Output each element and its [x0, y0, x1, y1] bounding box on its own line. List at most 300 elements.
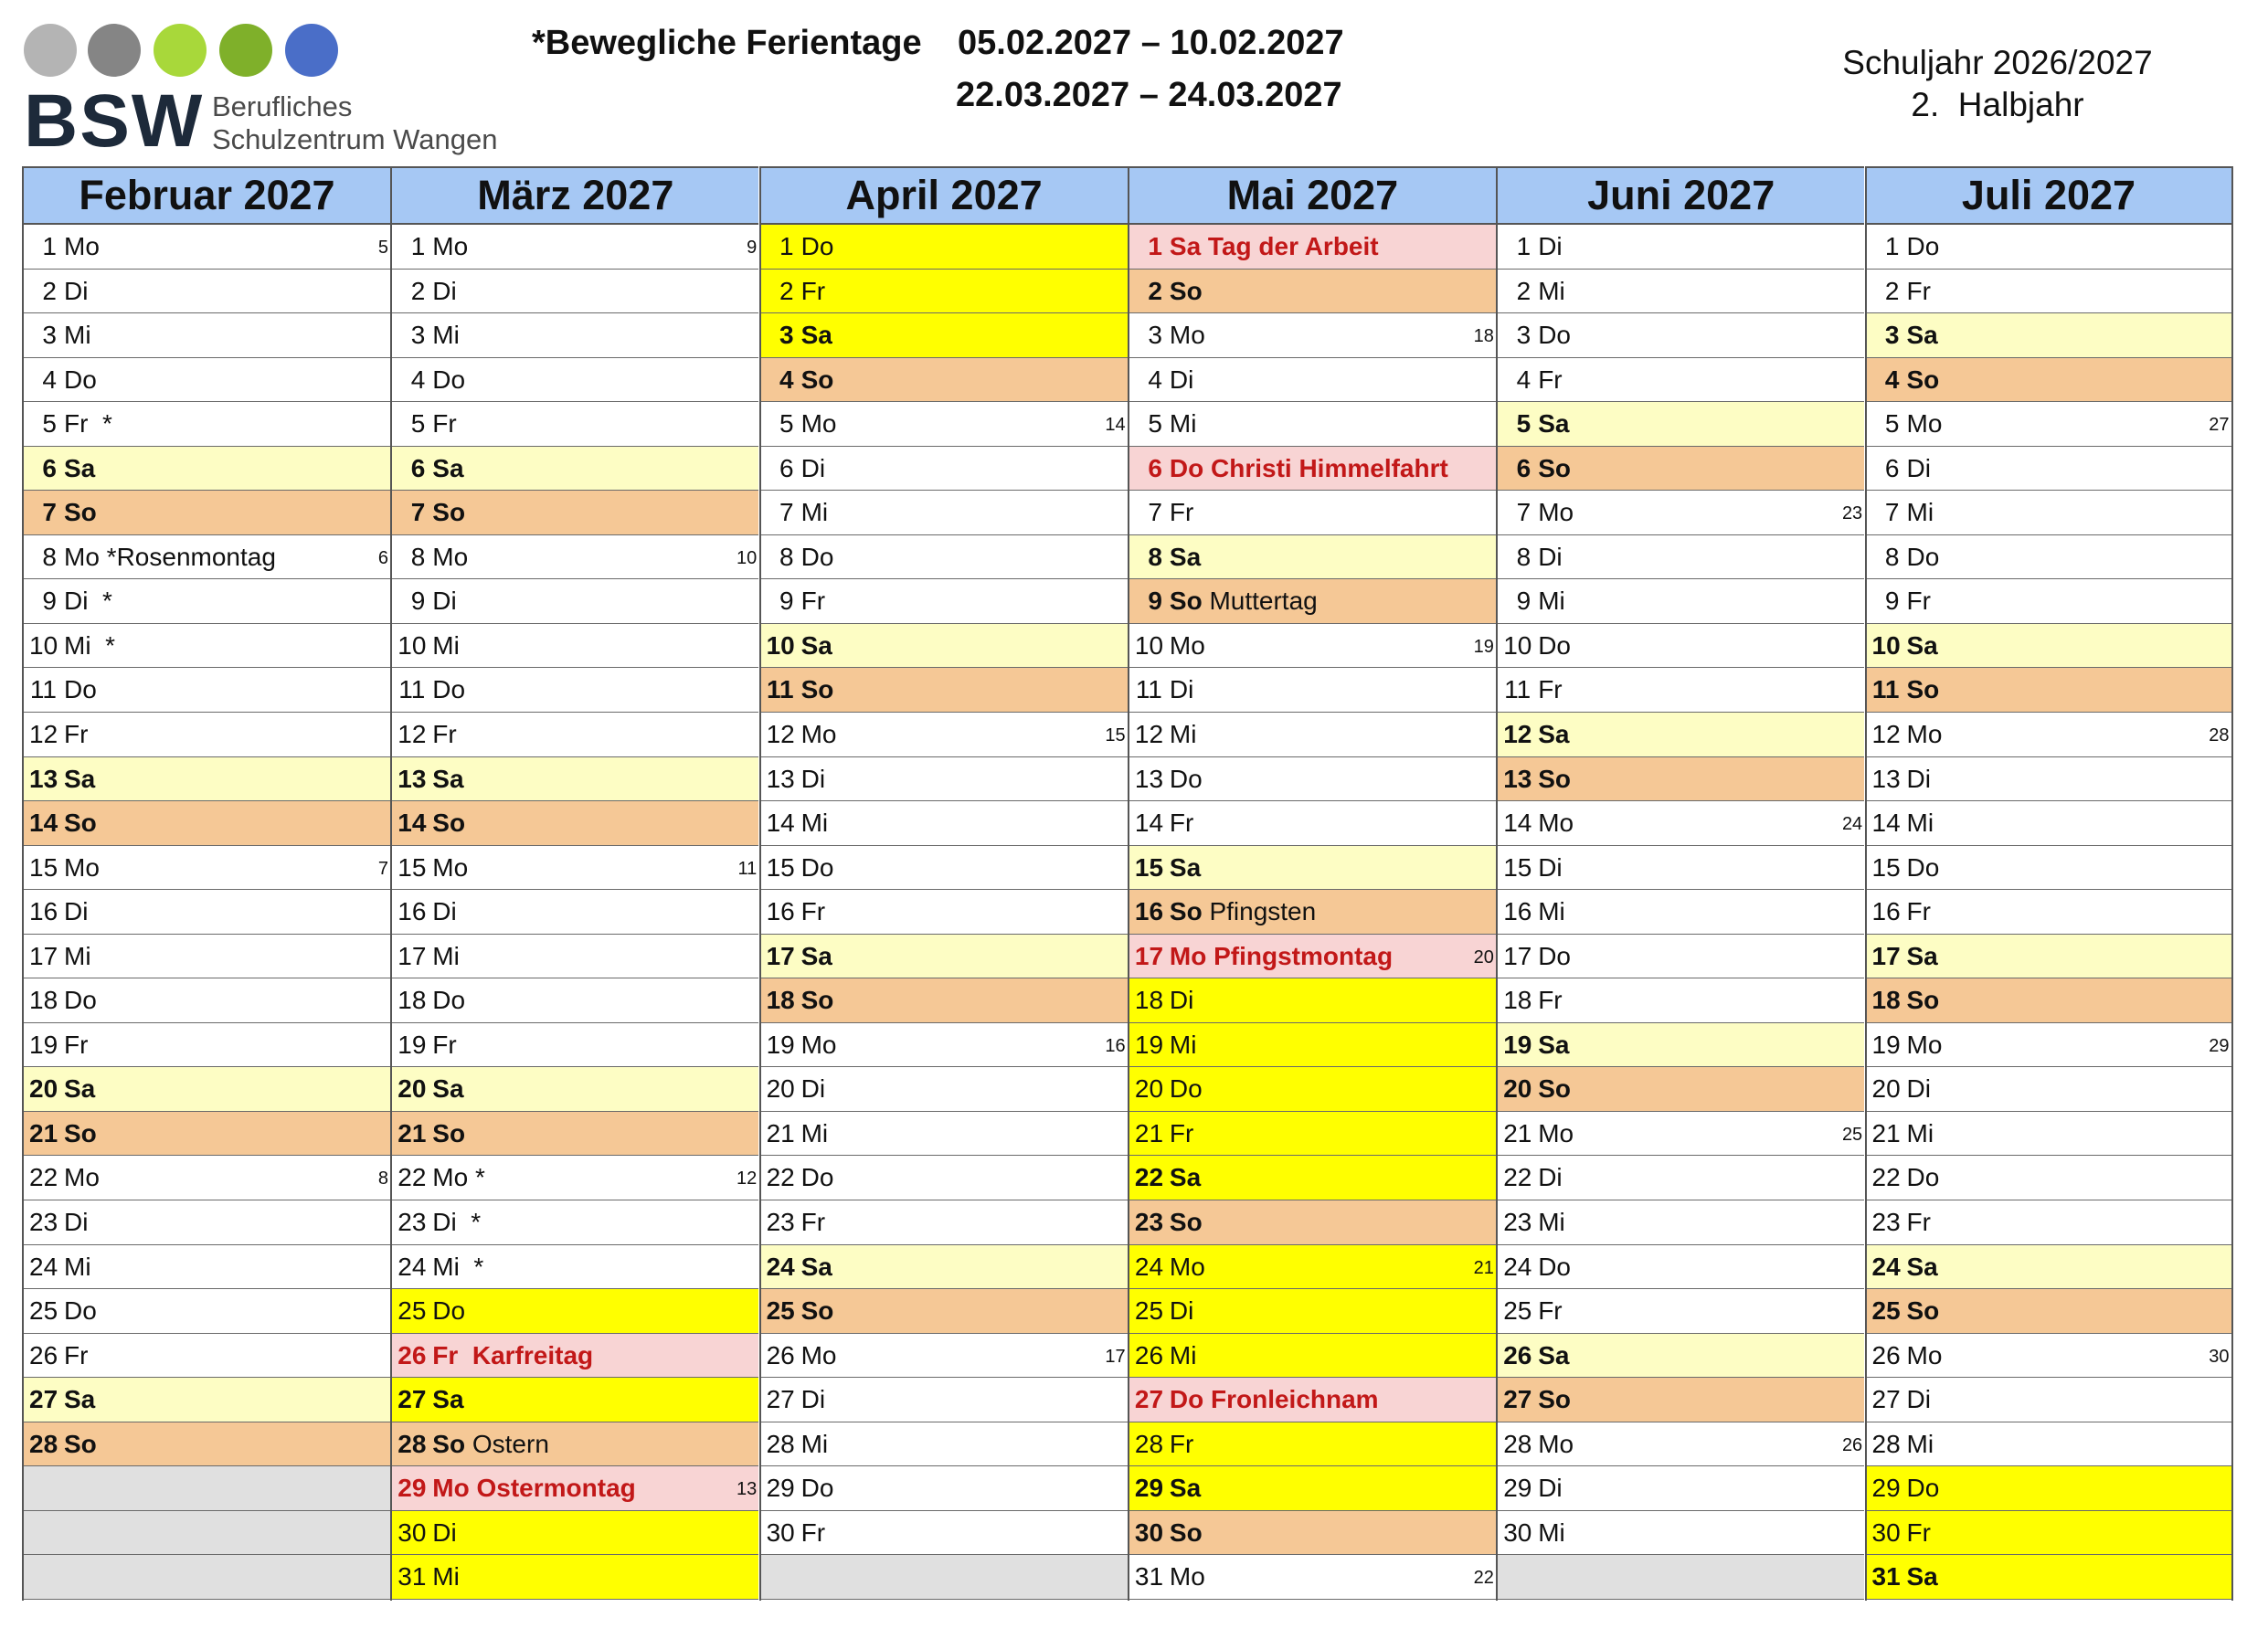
weekday-label [801, 402, 837, 445]
day-number: 9 [42, 587, 57, 616]
day-cell [392, 447, 758, 492]
week-number: 22 [1473, 1568, 1494, 1589]
day-number: 22 [397, 1163, 427, 1192]
day-cell [761, 402, 1128, 447]
weekday-text: Sa [432, 764, 464, 793]
weekday-label [1170, 1245, 1205, 1288]
weekday-text: Fr [800, 1208, 826, 1237]
week-number: 8 [377, 1168, 388, 1190]
weekday-text: Di [1906, 1385, 1931, 1414]
day-cell [392, 1112, 758, 1157]
weekday-text: Di [64, 897, 89, 926]
weekday-text: Do [64, 1296, 97, 1326]
day-cell [392, 402, 758, 447]
day-number: 29 [1134, 1474, 1164, 1503]
weekday-text: Mo [800, 1340, 837, 1369]
weekday-label [1170, 1466, 1201, 1509]
weekday-text: Di [432, 1517, 457, 1547]
day-cell [24, 890, 390, 935]
weekday-label [801, 1334, 837, 1377]
weekday-text: Sa [1169, 1474, 1202, 1503]
weekday-label [1538, 1200, 1565, 1243]
weekday-text: Sa [64, 1074, 96, 1104]
day-cell [392, 757, 758, 802]
day-number: 29 [397, 1474, 427, 1503]
weekday-text: Fr * [64, 409, 112, 439]
day-cell [1129, 1156, 1496, 1200]
day-cell [761, 935, 1128, 979]
day-cell [1498, 402, 1864, 447]
weekday-label [432, 1200, 481, 1243]
weekday-label [1170, 978, 1193, 1021]
day-number: 24 [766, 1252, 795, 1281]
day-number: 27 [766, 1385, 795, 1414]
week-number: 11 [737, 858, 758, 879]
weekday-label [1907, 270, 1931, 312]
day-cell [1498, 491, 1864, 535]
day-cell [1867, 447, 2231, 492]
weekday-label [432, 757, 463, 800]
weekday-label [64, 1200, 88, 1243]
weekday-text: Do [1538, 1252, 1571, 1281]
day-number: 30 [766, 1517, 795, 1547]
day-cell [761, 1245, 1128, 1290]
week-number: 28 [2209, 725, 2230, 746]
weekday-label [801, 1378, 825, 1421]
day-number: 1 [410, 232, 426, 260]
weekday-text: Di * [64, 587, 112, 616]
day-number: 23 [397, 1208, 427, 1237]
weekday-label [1538, 491, 1574, 534]
day-number: 10 [29, 630, 58, 660]
weekday-label [432, 1156, 485, 1199]
weekday-label [1538, 1156, 1562, 1199]
day-cell [761, 1200, 1128, 1245]
weekday-text: Do [432, 986, 466, 1015]
day-number: 2 [1516, 276, 1531, 305]
day-cell [761, 713, 1128, 757]
weekday-label [64, 1067, 95, 1110]
weekday-text: Sa [1906, 321, 1938, 350]
day-cell [761, 1422, 1128, 1467]
day-number: 28 [766, 1429, 795, 1458]
day-number: 25 [1503, 1296, 1532, 1326]
weekday-label [801, 1156, 834, 1199]
weekday-text: Mi [1906, 1429, 1934, 1458]
weekday-text: Mi [800, 1118, 829, 1147]
day-number: 14 [1871, 809, 1901, 838]
weekday-label [801, 978, 834, 1021]
weekday-text: Do [64, 986, 97, 1015]
weekday-text: Mi [1906, 498, 1934, 527]
weekday-label [64, 978, 97, 1021]
day-number: 15 [397, 852, 427, 882]
weekday-label [64, 402, 112, 445]
day-number: 2 [1148, 276, 1162, 305]
day-cell [1129, 1511, 1496, 1556]
day-number: 24 [1134, 1252, 1164, 1281]
day-number: 18 [29, 986, 58, 1015]
weekday-label [64, 1245, 91, 1288]
day-number: 6 [1148, 453, 1162, 482]
day-cell [1867, 270, 2231, 314]
weekday-text: Sa [1906, 941, 1938, 970]
day-cell [1129, 1023, 1496, 1068]
weekday-text: So [64, 809, 97, 838]
page-header [0, 0, 2268, 164]
weekday-text: Mo * [432, 1163, 485, 1192]
weekday-label [1170, 757, 1203, 800]
day-number: 3 [779, 321, 794, 350]
weekday-label [64, 801, 97, 844]
weekday-label [64, 1112, 97, 1155]
weekday-label [1170, 1156, 1201, 1199]
weekday-label [1907, 624, 1938, 667]
day-cell [1498, 1067, 1864, 1112]
week-number: 25 [1841, 1124, 1863, 1145]
weekday-text: Mo [432, 232, 469, 260]
weekday-label [432, 535, 468, 578]
day-cell [24, 1289, 390, 1334]
weekday-label [64, 668, 97, 711]
weekday-label [1907, 1511, 1931, 1554]
weekday-text: So [1538, 1074, 1571, 1104]
day-cell [24, 801, 390, 846]
weekday-label [801, 1466, 834, 1509]
weekday-text: Mo [1538, 498, 1574, 527]
day-number: 3 [410, 321, 426, 350]
day-note: Muttertag [1202, 587, 1318, 616]
day-number: 19 [766, 1030, 795, 1059]
weekday-label [1170, 225, 1379, 268]
weekday-label [1538, 225, 1562, 268]
day-number: 19 [397, 1030, 427, 1059]
weekday-label [1907, 579, 1931, 622]
empty-day-cell [24, 1555, 390, 1600]
day-cell [1867, 846, 2231, 891]
weekday-text: Sa [1906, 1252, 1938, 1281]
day-cell [1129, 846, 1496, 891]
empty-day-cell [761, 1555, 1128, 1600]
day-cell [24, 1023, 390, 1068]
day-cell [1867, 1378, 2231, 1422]
day-cell [1498, 447, 1864, 492]
logo-dot-4 [219, 24, 272, 77]
day-cell [1129, 1067, 1496, 1112]
day-number: 30 [397, 1517, 427, 1547]
day-number: 12 [766, 720, 795, 749]
day-number: 14 [1503, 809, 1532, 838]
day-cell [1867, 1289, 2231, 1334]
day-number: 9 [410, 587, 426, 616]
day-cell [1867, 402, 2231, 447]
weekday-label [1907, 225, 1940, 268]
day-cell [392, 579, 758, 624]
weekday-label [1538, 757, 1571, 800]
weekday-text: Mi [1538, 587, 1565, 616]
logo-dot-5 [285, 24, 338, 77]
day-number: 9 [1884, 587, 1900, 616]
weekday-label [432, 846, 468, 889]
weekday-label [1170, 1555, 1205, 1598]
day-number: 17 [397, 941, 427, 970]
day-number: 10 [397, 630, 427, 660]
day-cell [392, 1422, 758, 1467]
day-cell [761, 491, 1128, 535]
day-number: 24 [397, 1252, 427, 1281]
weekday-text: Mi [1906, 1118, 1934, 1147]
weekday-text: Fr [1906, 1517, 1931, 1547]
weekday-label [64, 846, 100, 889]
day-number: 27 [397, 1385, 427, 1414]
day-number: 20 [397, 1074, 427, 1104]
day-number: 15 [29, 852, 58, 882]
weekday-label [432, 624, 460, 667]
weekday-label [801, 624, 832, 667]
day-cell [1129, 1245, 1496, 1290]
day-number: 24 [1503, 1252, 1532, 1281]
week-number: 16 [1105, 1035, 1126, 1056]
weekday-label [432, 270, 456, 312]
day-number: 18 [397, 986, 427, 1015]
month-header: Februar 2027 [24, 166, 390, 225]
day-cell [1129, 402, 1496, 447]
day-cell [1867, 757, 2231, 802]
day-number: 11 [766, 675, 794, 704]
weekday-text: So [432, 498, 466, 527]
week-number: 20 [1473, 946, 1494, 968]
day-number: 9 [1148, 587, 1162, 616]
day-cell [1498, 225, 1864, 270]
weekday-text: Mo [64, 1163, 100, 1192]
day-number: 27 [1871, 1385, 1901, 1414]
weekday-text: Sa [800, 941, 832, 970]
weekday-label [64, 1156, 100, 1199]
school-name-line1: Berufliches [212, 90, 353, 122]
day-cell [24, 1067, 390, 1112]
day-number: 5 [779, 409, 794, 439]
weekday-label [64, 358, 97, 401]
weekday-text: So [1169, 1517, 1203, 1547]
weekday-text: Fr [800, 1517, 826, 1547]
weekday-label [1538, 447, 1571, 490]
day-number: 13 [1503, 764, 1532, 793]
weekday-text: Di [1538, 232, 1563, 260]
day-cell [1498, 1466, 1864, 1511]
day-number: 17 [1503, 941, 1532, 970]
day-cell [1129, 624, 1496, 669]
weekday-text: Sa [432, 453, 464, 482]
day-number: 15 [766, 852, 795, 882]
weekday-label [801, 801, 829, 844]
weekday-text: Di [1169, 986, 1194, 1015]
day-number: 1 [42, 232, 57, 260]
weekday-text: So [1906, 365, 1940, 394]
weekday-text: Di [432, 276, 457, 305]
weekday-label [1907, 1023, 1943, 1066]
month-header: April 2027 [761, 166, 1128, 225]
weekday-label [1907, 1245, 1938, 1288]
day-number: 5 [1516, 409, 1531, 439]
weekday-label [801, 713, 837, 756]
month-column [390, 166, 758, 1601]
weekday-label [1170, 1334, 1197, 1377]
day-number: 18 [1871, 986, 1901, 1015]
weekday-text: Do [432, 1296, 466, 1326]
weekday-text: So [800, 1296, 834, 1326]
month-header: März 2027 [392, 166, 758, 225]
day-number: 8 [779, 542, 794, 571]
weekday-text: Do [64, 365, 97, 394]
weekday-text: Di [1169, 1296, 1194, 1326]
weekday-text: Fr [1169, 809, 1194, 838]
day-number: 11 [29, 675, 57, 704]
weekday-label [432, 1023, 456, 1066]
weekday-label [1170, 358, 1193, 401]
day-cell [24, 447, 390, 492]
day-number: 10 [1871, 630, 1901, 660]
weekday-text: Do [1906, 542, 1940, 571]
weekday-label [1907, 846, 1940, 889]
weekday-label [1538, 402, 1569, 445]
day-number: 25 [397, 1296, 427, 1326]
weekday-label [1907, 1112, 1934, 1155]
day-number: 14 [29, 809, 58, 838]
weekday-text: Mo [1906, 1030, 1943, 1059]
weekday-text: Fr [432, 720, 457, 749]
week-number: 19 [1473, 636, 1494, 657]
day-number: 28 [1871, 1429, 1901, 1458]
week-number: 17 [1105, 1346, 1126, 1367]
day-number: 26 [1871, 1340, 1901, 1369]
day-number: 16 [29, 897, 58, 926]
day-number: 13 [766, 764, 795, 793]
day-number: 5 [410, 409, 426, 439]
weekday-text: Do [1906, 1474, 1940, 1503]
week-number: 29 [2209, 1035, 2230, 1056]
day-number: 13 [397, 764, 427, 793]
weekday-label [432, 1067, 463, 1110]
logo-dot-2 [88, 24, 141, 77]
day-cell [1129, 1555, 1496, 1600]
weekday-text: Di [1169, 365, 1194, 394]
weekday-label [1907, 801, 1934, 844]
week-number: 12 [737, 1168, 758, 1190]
weekday-label [1538, 1378, 1571, 1421]
day-cell [24, 579, 390, 624]
day-cell [1498, 1334, 1864, 1379]
weekday-text: Mo *Rosenmontag [64, 542, 276, 571]
weekday-text: Mi [64, 1252, 91, 1281]
day-cell [24, 624, 390, 669]
weekday-text: Di [800, 1074, 826, 1104]
day-cell [761, 535, 1128, 580]
day-cell [1498, 624, 1864, 669]
weekday-label [1170, 1023, 1197, 1066]
weekday-text: Mi [1538, 1208, 1565, 1237]
weekday-text: Mo [1538, 1118, 1574, 1147]
day-number: 21 [1134, 1118, 1164, 1147]
weekday-text: Fr [64, 1030, 89, 1059]
weekday-label [1538, 1067, 1571, 1110]
day-number: 16 [1871, 897, 1901, 926]
day-number: 6 [1516, 453, 1531, 482]
weekday-label [1538, 846, 1562, 889]
weekday-label [1907, 447, 1931, 490]
day-cell [1129, 535, 1496, 580]
day-number: 20 [766, 1074, 795, 1104]
day-number: 6 [410, 453, 426, 482]
weekday-text: Mo [432, 852, 469, 882]
day-number: 2 [779, 276, 794, 305]
weekday-label [64, 713, 88, 756]
day-number: 31 [397, 1562, 427, 1591]
weekday-label [432, 447, 463, 490]
weekday-text: Sa [1169, 1163, 1202, 1192]
weekday-label [432, 890, 456, 933]
weekday-label [432, 668, 465, 711]
day-number: 31 [1134, 1562, 1164, 1591]
weekday-label [1170, 1378, 1379, 1421]
day-cell [1498, 668, 1864, 713]
day-number: 9 [779, 587, 794, 616]
day-number: 8 [1516, 542, 1531, 571]
day-cell [1129, 491, 1496, 535]
weekday-text: So [1169, 587, 1203, 616]
weekday-label [1538, 535, 1562, 578]
day-number: 5 [42, 409, 57, 439]
weekday-label [1538, 890, 1565, 933]
day-number: 8 [1148, 542, 1162, 571]
week-number: 7 [377, 858, 388, 879]
day-number: 4 [1884, 365, 1900, 394]
day-cell [1867, 491, 2231, 535]
empty-day-cell [24, 1511, 390, 1556]
day-cell [24, 1245, 390, 1290]
day-cell [24, 1334, 390, 1379]
day-cell [761, 1289, 1128, 1334]
week-number: 24 [1841, 814, 1863, 835]
day-cell [761, 668, 1128, 713]
day-cell [761, 801, 1128, 846]
day-cell [761, 358, 1128, 403]
weekday-text: Mo [800, 409, 837, 439]
day-number: 11 [1135, 675, 1162, 704]
weekday-text: Fr [1906, 1208, 1931, 1237]
day-number: 30 [1134, 1517, 1164, 1547]
weekday-text: So [1538, 1385, 1571, 1414]
day-number: 15 [1134, 852, 1164, 882]
day-number: 21 [766, 1118, 795, 1147]
day-cell [1498, 1200, 1864, 1245]
weekday-text: Di [800, 1385, 826, 1414]
day-number: 17 [1871, 941, 1901, 970]
week-number: 15 [1105, 725, 1126, 746]
day-number: 26 [1134, 1340, 1164, 1369]
day-cell [1867, 1466, 2231, 1511]
weekday-label [64, 535, 276, 578]
day-cell [392, 1289, 758, 1334]
weekday-text: Mi [1906, 809, 1934, 838]
weekday-text: Di [1538, 1474, 1563, 1503]
day-number: 3 [1516, 321, 1531, 350]
day-cell [1129, 313, 1496, 358]
day-number: 7 [42, 498, 57, 527]
week-number: 9 [747, 238, 758, 258]
weekday-label [1170, 846, 1201, 889]
weekday-text: Mi [1169, 1340, 1197, 1369]
day-number: 13 [1134, 764, 1164, 793]
